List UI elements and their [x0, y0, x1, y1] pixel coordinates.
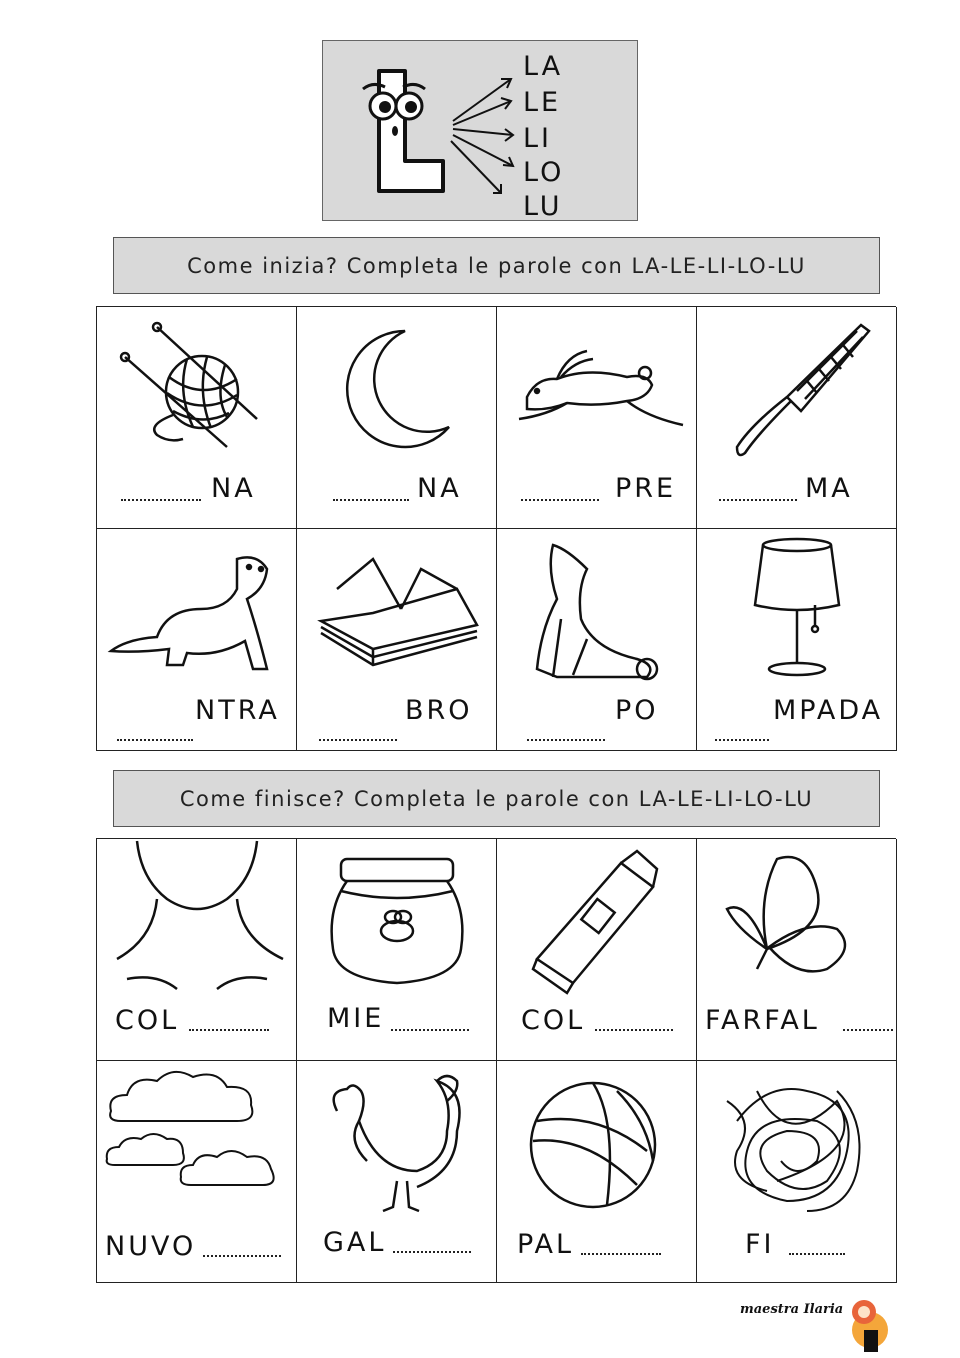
worksheet-grid-end	[96, 838, 896, 1283]
otter-icon	[97, 529, 297, 689]
syllable-la: LA	[523, 51, 564, 82]
moon-icon	[297, 307, 497, 467]
blank-line[interactable]	[121, 499, 201, 501]
instruction-banner-start: Come inizia? Completa le parole con LA-LE-LI-LO-LU	[113, 237, 880, 294]
word-start: NTRA	[195, 695, 280, 726]
card-nail-file	[697, 307, 897, 529]
blank-line[interactable]	[393, 1251, 471, 1253]
word-start: FARFAL	[705, 1005, 820, 1036]
word-end: NA	[417, 473, 462, 504]
card-thread	[697, 1061, 897, 1283]
blank-line[interactable]	[789, 1253, 845, 1255]
word-start: MPADA	[773, 695, 884, 726]
word-start: MIE	[327, 1003, 385, 1034]
tangled-thread-icon	[697, 1061, 897, 1221]
teacher-avatar-icon	[842, 1290, 898, 1352]
card-moon	[297, 307, 497, 529]
card-honey	[297, 839, 497, 1061]
blank-line[interactable]	[715, 739, 769, 741]
card-glue	[497, 839, 697, 1061]
blank-line[interactable]	[333, 499, 409, 501]
yarn-ball-icon	[97, 307, 297, 467]
card-book	[297, 529, 497, 751]
blank-line[interactable]	[843, 1029, 893, 1031]
blank-line[interactable]	[117, 739, 193, 741]
word-end: PRE	[615, 473, 677, 504]
syllable-le: LE	[523, 87, 562, 118]
glue-stick-icon	[497, 839, 697, 999]
instruction-banner-end: Come finisce? Completa le parole con LA-LE-LI-LO-LU	[113, 770, 880, 827]
author-signature: maestra Ilaria	[740, 1302, 844, 1317]
word-start: COL	[115, 1005, 180, 1036]
word-end: NA	[211, 473, 256, 504]
word-start: PAL	[517, 1229, 575, 1260]
word-start: COL	[521, 1005, 586, 1036]
card-yarn	[97, 307, 297, 529]
word-start: FI	[745, 1229, 775, 1260]
card-rooster	[297, 1061, 497, 1283]
word-start: PO	[615, 695, 659, 726]
volleyball-icon	[497, 1061, 697, 1221]
letter-l-mascot-icon	[323, 41, 639, 222]
card-wolf	[497, 529, 697, 751]
card-otter	[97, 529, 297, 751]
card-ball	[497, 1061, 697, 1283]
neck-icon	[97, 839, 297, 999]
lamp-icon	[697, 529, 897, 689]
blank-line[interactable]	[391, 1029, 469, 1031]
letter-l-header	[322, 40, 638, 221]
syllable-lo: LO	[523, 157, 565, 188]
blank-line[interactable]	[581, 1253, 661, 1255]
blank-line[interactable]	[203, 1255, 281, 1257]
blank-line[interactable]	[527, 739, 605, 741]
blank-line[interactable]	[595, 1029, 673, 1031]
honey-jar-icon	[297, 839, 497, 999]
hare-icon	[497, 307, 697, 467]
word-start: NUVO	[105, 1231, 197, 1262]
worksheet-grid-start	[96, 306, 896, 751]
blank-line[interactable]	[719, 499, 797, 501]
book-icon	[297, 529, 497, 689]
card-butterfly	[697, 839, 897, 1061]
blank-line[interactable]	[521, 499, 599, 501]
syllable-lu: LU	[523, 191, 563, 222]
blank-line[interactable]	[189, 1029, 269, 1031]
syllable-li: LI	[523, 123, 553, 154]
word-end: MA	[805, 473, 853, 504]
wolf-icon	[497, 529, 697, 689]
rooster-icon	[297, 1061, 497, 1221]
card-lamp	[697, 529, 897, 751]
word-start: BRO	[405, 695, 473, 726]
card-clouds	[97, 1061, 297, 1283]
butterfly-icon	[697, 839, 897, 999]
clouds-icon	[97, 1061, 297, 1221]
nail-file-icon	[697, 307, 897, 467]
card-neck	[97, 839, 297, 1061]
card-hare	[497, 307, 697, 529]
word-start: GAL	[323, 1227, 387, 1258]
blank-line[interactable]	[319, 739, 397, 741]
